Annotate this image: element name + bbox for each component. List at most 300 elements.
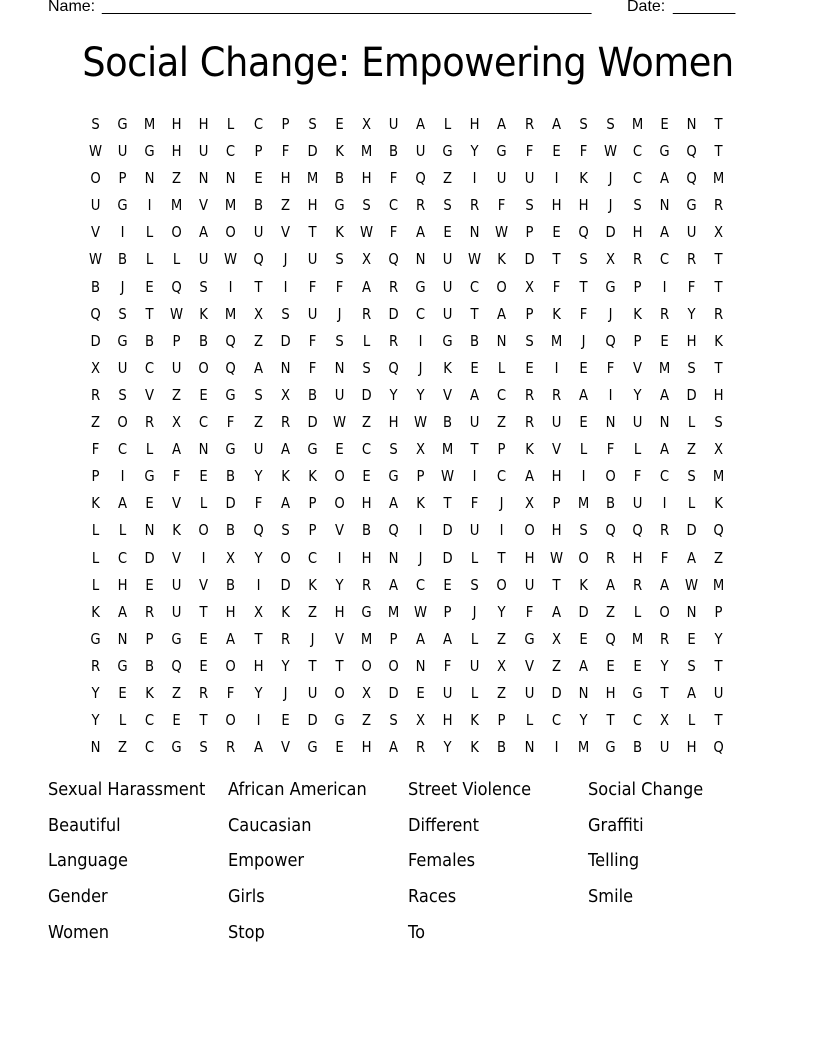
grid-letter[interactable]: F bbox=[633, 467, 642, 486]
grid-letter[interactable]: C bbox=[118, 548, 128, 567]
grid-letter[interactable]: Q bbox=[605, 629, 616, 648]
grid-letter[interactable]: B bbox=[361, 521, 372, 540]
grid-letter[interactable]: X bbox=[253, 602, 263, 621]
grid-letter[interactable]: T bbox=[714, 277, 723, 296]
grid-letter[interactable]: Z bbox=[497, 413, 507, 432]
grid-letter[interactable]: F bbox=[443, 656, 452, 675]
grid-letter[interactable]: M bbox=[658, 358, 671, 377]
word-search-grid[interactable] bbox=[82, 112, 732, 762]
grid-letter[interactable]: P bbox=[416, 467, 425, 486]
grid-letter[interactable]: Z bbox=[605, 602, 615, 621]
grid-letter[interactable]: S bbox=[362, 196, 371, 215]
grid-letter[interactable]: H bbox=[686, 738, 697, 757]
grid-letter[interactable]: C bbox=[632, 169, 643, 188]
grid-letter[interactable]: R bbox=[226, 738, 236, 757]
grid-letter[interactable]: L bbox=[579, 440, 587, 459]
grid-letter[interactable]: T bbox=[714, 358, 723, 377]
grid-letter[interactable]: N bbox=[415, 250, 426, 269]
grid-letter[interactable]: C bbox=[416, 304, 426, 323]
grid-letter[interactable]: A bbox=[199, 223, 209, 242]
grid-letter[interactable]: O bbox=[659, 602, 670, 621]
grid-letter[interactable]: O bbox=[496, 277, 508, 296]
grid-letter[interactable]: K bbox=[416, 494, 426, 513]
grid-letter[interactable]: J bbox=[283, 250, 288, 269]
grid-letter[interactable]: S bbox=[281, 304, 290, 323]
grid-letter[interactable]: H bbox=[551, 196, 562, 215]
grid-letter[interactable]: I bbox=[418, 521, 423, 540]
grid-letter[interactable]: A bbox=[659, 440, 670, 459]
grid-letter[interactable]: E bbox=[470, 358, 480, 377]
grid-letter[interactable]: R bbox=[361, 304, 372, 323]
grid-letter[interactable]: D bbox=[686, 385, 697, 404]
grid-letter[interactable]: T bbox=[714, 656, 723, 675]
name-field[interactable]: _______________________________________________________ bbox=[102, 0, 592, 15]
grid-letter[interactable]: O bbox=[171, 223, 183, 242]
grid-letter[interactable]: E bbox=[633, 656, 642, 675]
grid-letter[interactable]: I bbox=[554, 358, 559, 377]
grid-letter[interactable]: G bbox=[659, 142, 670, 161]
grid-letter[interactable]: A bbox=[524, 467, 534, 486]
grid-letter[interactable]: R bbox=[659, 521, 670, 540]
grid-letter[interactable]: Y bbox=[91, 683, 100, 702]
grid-letter[interactable]: U bbox=[307, 250, 318, 269]
grid-letter[interactable]: G bbox=[605, 738, 616, 757]
grid-letter[interactable]: B bbox=[497, 738, 507, 757]
grid-letter[interactable]: O bbox=[225, 711, 237, 730]
grid-letter[interactable]: L bbox=[362, 331, 371, 350]
grid-letter[interactable]: J bbox=[337, 304, 342, 323]
grid-letter[interactable]: A bbox=[578, 385, 588, 404]
grid-letter[interactable]: F bbox=[254, 494, 262, 513]
grid-letter[interactable]: B bbox=[199, 331, 209, 350]
grid-letter[interactable]: F bbox=[308, 277, 317, 296]
grid-letter[interactable]: S bbox=[579, 115, 588, 133]
grid-letter[interactable]: T bbox=[552, 250, 561, 269]
grid-letter[interactable]: B bbox=[226, 575, 236, 594]
grid-letter[interactable]: G bbox=[334, 196, 345, 215]
grid-letter[interactable]: M bbox=[712, 575, 725, 594]
grid-letter[interactable]: G bbox=[686, 196, 697, 215]
grid-letter[interactable]: P bbox=[254, 142, 263, 161]
grid-letter[interactable]: P bbox=[281, 115, 290, 133]
grid-letter[interactable]: L bbox=[118, 711, 127, 730]
grid-letter[interactable]: E bbox=[118, 683, 127, 702]
grid-letter[interactable]: U bbox=[470, 521, 480, 540]
grid-letter[interactable]: A bbox=[226, 629, 236, 648]
grid-letter[interactable]: Z bbox=[551, 656, 561, 675]
grid-letter[interactable]: F bbox=[471, 494, 479, 513]
grid-letter[interactable]: G bbox=[496, 142, 508, 161]
grid-letter[interactable]: F bbox=[308, 331, 317, 350]
grid-letter[interactable]: W bbox=[549, 548, 563, 567]
grid-letter[interactable]: G bbox=[605, 277, 616, 296]
grid-letter[interactable]: D bbox=[388, 304, 399, 323]
grid-letter[interactable]: L bbox=[471, 548, 479, 567]
grid-letter[interactable]: L bbox=[687, 711, 696, 730]
grid-letter[interactable]: A bbox=[687, 683, 697, 702]
grid-letter[interactable]: P bbox=[91, 467, 100, 486]
grid-letter[interactable]: C bbox=[199, 413, 209, 432]
grid-letter[interactable]: Y bbox=[579, 711, 588, 730]
grid-letter[interactable]: Q bbox=[225, 331, 237, 350]
grid-letter[interactable]: C bbox=[659, 467, 670, 486]
grid-letter[interactable]: I bbox=[229, 277, 233, 296]
grid-letter[interactable]: R bbox=[714, 304, 724, 323]
grid-letter[interactable]: G bbox=[442, 142, 453, 161]
grid-letter[interactable]: M bbox=[225, 304, 237, 323]
grid-letter[interactable]: G bbox=[225, 440, 237, 459]
grid-letter[interactable]: H bbox=[632, 223, 643, 242]
grid-letter[interactable]: Q bbox=[632, 521, 643, 540]
grid-letter[interactable]: U bbox=[632, 413, 643, 432]
grid-letter[interactable]: K bbox=[145, 683, 155, 702]
grid-letter[interactable]: J bbox=[608, 304, 613, 323]
grid-letter[interactable]: U bbox=[171, 358, 182, 377]
grid-letter[interactable]: I bbox=[662, 494, 667, 513]
grid-letter[interactable]: G bbox=[307, 738, 318, 757]
grid-letter[interactable]: M bbox=[171, 196, 183, 215]
grid-letter[interactable]: H bbox=[307, 196, 318, 215]
grid-letter[interactable]: P bbox=[172, 331, 181, 350]
grid-letter[interactable]: A bbox=[389, 575, 399, 594]
grid-letter[interactable]: A bbox=[443, 629, 453, 648]
grid-letter[interactable]: Y bbox=[335, 575, 344, 594]
grid-letter[interactable]: B bbox=[443, 413, 453, 432]
grid-letter[interactable]: S bbox=[687, 358, 696, 377]
grid-letter[interactable]: F bbox=[335, 277, 344, 296]
grid-letter[interactable]: S bbox=[470, 575, 480, 594]
grid-letter[interactable]: U bbox=[659, 738, 670, 757]
grid-letter[interactable]: P bbox=[633, 277, 642, 296]
grid-letter[interactable]: O bbox=[334, 683, 345, 702]
grid-letter[interactable]: K bbox=[524, 440, 534, 459]
grid-letter[interactable]: A bbox=[389, 494, 399, 513]
grid-letter[interactable]: E bbox=[551, 142, 561, 161]
grid-letter[interactable]: M bbox=[631, 629, 644, 648]
grid-letter[interactable]: D bbox=[605, 223, 616, 242]
grid-letter[interactable]: W bbox=[495, 223, 509, 242]
grid-letter[interactable]: D bbox=[442, 548, 453, 567]
grid-letter[interactable]: Q bbox=[388, 358, 399, 377]
grid-letter[interactable]: R bbox=[90, 656, 101, 675]
grid-letter[interactable]: G bbox=[117, 115, 128, 133]
grid-letter[interactable]: A bbox=[659, 223, 670, 242]
grid-letter[interactable]: B bbox=[253, 196, 263, 215]
grid-letter[interactable]: U bbox=[632, 494, 643, 513]
grid-letter[interactable]: D bbox=[90, 331, 101, 350]
grid-letter[interactable]: O bbox=[198, 521, 210, 540]
grid-letter[interactable]: N bbox=[144, 169, 155, 188]
grid-letter[interactable]: U bbox=[199, 250, 209, 269]
grid-letter[interactable]: A bbox=[416, 223, 426, 242]
grid-letter[interactable]: S bbox=[443, 196, 452, 215]
grid-letter[interactable]: Y bbox=[91, 711, 100, 730]
grid-letter[interactable]: W bbox=[89, 142, 103, 161]
grid-letter[interactable]: K bbox=[633, 304, 642, 323]
grid-letter[interactable]: Z bbox=[687, 440, 697, 459]
grid-letter[interactable]: K bbox=[172, 521, 182, 540]
grid-letter[interactable]: S bbox=[524, 331, 534, 350]
grid-letter[interactable]: X bbox=[524, 494, 534, 513]
grid-letter[interactable]: T bbox=[199, 711, 208, 730]
grid-letter[interactable]: W bbox=[332, 413, 346, 432]
grid-letter[interactable]: Q bbox=[686, 169, 697, 188]
grid-letter[interactable]: E bbox=[199, 385, 209, 404]
grid-letter[interactable]: T bbox=[254, 629, 263, 648]
grid-letter[interactable]: G bbox=[388, 467, 399, 486]
grid-letter[interactable]: R bbox=[90, 385, 101, 404]
grid-letter[interactable]: S bbox=[91, 115, 100, 133]
grid-letter[interactable]: U bbox=[307, 304, 318, 323]
grid-letter[interactable]: R bbox=[524, 115, 534, 133]
grid-letter[interactable]: L bbox=[633, 602, 642, 621]
grid-letter[interactable]: O bbox=[90, 169, 101, 188]
grid-letter[interactable]: K bbox=[335, 142, 344, 161]
grid-letter[interactable]: G bbox=[117, 196, 128, 215]
grid-letter[interactable]: F bbox=[227, 683, 235, 702]
grid-letter[interactable]: N bbox=[524, 738, 534, 757]
grid-letter[interactable]: X bbox=[226, 548, 236, 567]
grid-letter[interactable]: C bbox=[145, 738, 155, 757]
grid-letter[interactable]: D bbox=[225, 494, 237, 513]
grid-letter[interactable]: U bbox=[470, 656, 480, 675]
grid-letter[interactable]: T bbox=[199, 602, 208, 621]
grid-letter[interactable]: Q bbox=[415, 169, 426, 188]
grid-letter[interactable]: Q bbox=[225, 358, 237, 377]
grid-letter[interactable]: T bbox=[714, 142, 723, 161]
grid-letter[interactable]: E bbox=[199, 467, 209, 486]
grid-letter[interactable]: Y bbox=[660, 656, 669, 675]
grid-letter[interactable]: P bbox=[497, 440, 506, 459]
grid-letter[interactable]: M bbox=[442, 440, 454, 459]
grid-letter[interactable]: Y bbox=[633, 385, 642, 404]
grid-letter[interactable]: I bbox=[120, 467, 125, 486]
grid-letter[interactable]: L bbox=[91, 548, 100, 567]
grid-letter[interactable]: Z bbox=[172, 385, 182, 404]
grid-letter[interactable]: E bbox=[416, 683, 425, 702]
grid-letter[interactable]: L bbox=[227, 115, 235, 133]
grid-letter[interactable]: U bbox=[524, 575, 534, 594]
grid-letter[interactable]: A bbox=[551, 115, 561, 133]
grid-letter[interactable]: P bbox=[525, 223, 534, 242]
grid-letter[interactable]: F bbox=[579, 142, 588, 161]
grid-letter[interactable]: T bbox=[145, 304, 154, 323]
grid-letter[interactable]: V bbox=[334, 629, 344, 648]
grid-letter[interactable]: L bbox=[633, 440, 642, 459]
grid-letter[interactable]: M bbox=[387, 602, 400, 621]
grid-letter[interactable]: Z bbox=[361, 413, 372, 432]
grid-letter[interactable]: G bbox=[171, 738, 182, 757]
grid-letter[interactable]: A bbox=[551, 602, 561, 621]
grid-letter[interactable]: E bbox=[443, 223, 452, 242]
grid-letter[interactable]: E bbox=[199, 629, 209, 648]
grid-letter[interactable]: E bbox=[579, 413, 588, 432]
grid-letter[interactable]: T bbox=[606, 711, 615, 730]
grid-letter[interactable]: Q bbox=[90, 304, 101, 323]
grid-letter[interactable]: G bbox=[334, 711, 345, 730]
grid-letter[interactable]: S bbox=[687, 467, 696, 486]
grid-letter[interactable]: X bbox=[714, 440, 724, 459]
grid-letter[interactable]: M bbox=[550, 331, 562, 350]
grid-letter[interactable]: G bbox=[361, 602, 372, 621]
grid-letter[interactable]: Z bbox=[118, 738, 128, 757]
grid-letter[interactable]: I bbox=[201, 548, 206, 567]
grid-letter[interactable]: B bbox=[334, 169, 344, 188]
grid-letter[interactable]: Q bbox=[605, 331, 616, 350]
grid-letter[interactable]: K bbox=[443, 358, 453, 377]
grid-letter[interactable]: F bbox=[227, 413, 235, 432]
grid-letter[interactable]: Q bbox=[686, 142, 697, 161]
grid-letter[interactable]: H bbox=[686, 331, 697, 350]
grid-letter[interactable]: T bbox=[470, 304, 479, 323]
grid-letter[interactable]: R bbox=[280, 413, 290, 432]
grid-letter[interactable]: U bbox=[117, 142, 128, 161]
grid-letter[interactable]: W bbox=[468, 250, 482, 269]
grid-letter[interactable]: D bbox=[442, 521, 453, 540]
grid-letter[interactable]: H bbox=[361, 494, 372, 513]
grid-letter[interactable]: V bbox=[199, 575, 209, 594]
grid-letter[interactable]: Z bbox=[361, 711, 372, 730]
grid-letter[interactable]: I bbox=[608, 385, 613, 404]
grid-letter[interactable]: K bbox=[578, 575, 588, 594]
grid-letter[interactable]: B bbox=[91, 277, 101, 296]
grid-letter[interactable]: F bbox=[308, 358, 317, 377]
grid-letter[interactable]: H bbox=[469, 115, 480, 133]
grid-letter[interactable]: F bbox=[173, 467, 181, 486]
grid-letter[interactable]: G bbox=[225, 385, 237, 404]
grid-letter[interactable]: X bbox=[91, 358, 101, 377]
grid-letter[interactable]: K bbox=[280, 467, 290, 486]
grid-letter[interactable]: I bbox=[472, 169, 477, 188]
grid-letter[interactable]: N bbox=[659, 196, 670, 215]
grid-letter[interactable]: J bbox=[472, 602, 477, 621]
grid-letter[interactable]: T bbox=[497, 548, 506, 567]
grid-letter[interactable]: O bbox=[198, 358, 210, 377]
grid-letter[interactable]: E bbox=[606, 656, 615, 675]
grid-letter[interactable]: X bbox=[416, 711, 426, 730]
grid-letter[interactable]: H bbox=[117, 575, 128, 594]
grid-letter[interactable]: P bbox=[308, 521, 317, 540]
grid-letter[interactable]: L bbox=[146, 223, 154, 242]
grid-letter[interactable]: N bbox=[334, 358, 345, 377]
grid-letter[interactable]: J bbox=[500, 494, 504, 513]
grid-letter[interactable]: E bbox=[579, 358, 588, 377]
grid-letter[interactable]: A bbox=[497, 304, 507, 323]
grid-letter[interactable]: C bbox=[416, 575, 426, 594]
grid-letter[interactable]: C bbox=[470, 277, 480, 296]
grid-letter[interactable]: K bbox=[199, 304, 209, 323]
grid-letter[interactable]: P bbox=[308, 494, 317, 513]
grid-letter[interactable]: B bbox=[632, 738, 642, 757]
grid-letter[interactable]: S bbox=[335, 250, 344, 269]
grid-letter[interactable]: F bbox=[606, 440, 615, 459]
grid-letter[interactable]: U bbox=[442, 683, 453, 702]
grid-letter[interactable]: N bbox=[578, 683, 589, 702]
grid-letter[interactable]: K bbox=[307, 467, 317, 486]
grid-letter[interactable]: Z bbox=[307, 602, 317, 621]
grid-letter[interactable]: B bbox=[145, 656, 155, 675]
grid-letter[interactable]: I bbox=[337, 548, 342, 567]
grid-letter[interactable]: Z bbox=[172, 683, 182, 702]
grid-letter[interactable]: C bbox=[307, 548, 317, 567]
grid-letter[interactable]: P bbox=[525, 304, 534, 323]
grid-letter[interactable]: X bbox=[497, 656, 507, 675]
grid-letter[interactable]: E bbox=[145, 575, 154, 594]
grid-letter[interactable]: R bbox=[470, 196, 480, 215]
grid-letter[interactable]: O bbox=[280, 548, 291, 567]
grid-letter[interactable]: R bbox=[659, 629, 670, 648]
grid-letter[interactable]: H bbox=[442, 711, 453, 730]
grid-letter[interactable]: N bbox=[144, 521, 155, 540]
grid-letter[interactable]: R bbox=[687, 250, 697, 269]
grid-letter[interactable]: X bbox=[714, 223, 724, 242]
grid-letter[interactable]: R bbox=[524, 385, 534, 404]
grid-letter[interactable]: H bbox=[171, 115, 182, 133]
grid-letter[interactable]: A bbox=[280, 440, 290, 459]
grid-letter[interactable]: J bbox=[581, 331, 586, 350]
grid-letter[interactable]: G bbox=[442, 331, 453, 350]
grid-letter[interactable]: K bbox=[714, 331, 724, 350]
grid-letter[interactable]: N bbox=[497, 331, 507, 350]
grid-letter[interactable]: S bbox=[687, 656, 696, 675]
grid-letter[interactable]: E bbox=[145, 277, 154, 296]
grid-letter[interactable]: V bbox=[91, 223, 101, 242]
grid-letter[interactable]: E bbox=[253, 169, 263, 188]
grid-letter[interactable]: Y bbox=[254, 548, 263, 567]
grid-letter[interactable]: A bbox=[253, 738, 263, 757]
grid-letter[interactable]: L bbox=[146, 440, 154, 459]
grid-letter[interactable]: D bbox=[307, 413, 318, 432]
grid-letter[interactable]: E bbox=[281, 711, 290, 730]
grid-letter[interactable]: R bbox=[388, 331, 399, 350]
grid-letter[interactable]: V bbox=[199, 196, 209, 215]
grid-letter[interactable]: T bbox=[308, 656, 317, 675]
grid-letter[interactable]: H bbox=[334, 602, 345, 621]
grid-letter[interactable]: E bbox=[145, 494, 154, 513]
grid-letter[interactable]: X bbox=[659, 711, 670, 730]
grid-letter[interactable]: V bbox=[280, 738, 290, 757]
grid-letter[interactable]: N bbox=[469, 223, 480, 242]
grid-letter[interactable]: S bbox=[118, 385, 127, 404]
grid-letter[interactable]: R bbox=[632, 250, 643, 269]
grid-letter[interactable]: W bbox=[89, 250, 103, 269]
grid-letter[interactable]: F bbox=[606, 358, 615, 377]
grid-letter[interactable]: B bbox=[118, 250, 128, 269]
grid-letter[interactable]: A bbox=[253, 358, 263, 377]
grid-letter[interactable]: F bbox=[498, 196, 506, 215]
grid-letter[interactable]: R bbox=[280, 629, 290, 648]
grid-letter[interactable]: U bbox=[253, 440, 263, 459]
grid-letter[interactable]: H bbox=[551, 521, 562, 540]
grid-letter[interactable]: M bbox=[306, 169, 318, 188]
grid-letter[interactable]: L bbox=[471, 629, 479, 648]
grid-letter[interactable]: S bbox=[362, 358, 371, 377]
grid-letter[interactable]: E bbox=[687, 629, 696, 648]
grid-letter[interactable]: H bbox=[713, 385, 724, 404]
grid-letter[interactable]: T bbox=[552, 575, 561, 594]
grid-letter[interactable]: X bbox=[361, 683, 372, 702]
grid-letter[interactable]: F bbox=[389, 169, 398, 188]
grid-letter[interactable]: S bbox=[633, 196, 642, 215]
grid-letter[interactable]: N bbox=[686, 602, 697, 621]
grid-letter[interactable]: K bbox=[714, 494, 724, 513]
grid-letter[interactable]: Y bbox=[254, 467, 263, 486]
grid-letter[interactable]: P bbox=[714, 602, 723, 621]
grid-letter[interactable]: I bbox=[554, 738, 559, 757]
grid-letter[interactable]: K bbox=[470, 738, 480, 757]
grid-letter[interactable]: N bbox=[198, 440, 209, 459]
grid-letter[interactable]: G bbox=[171, 629, 182, 648]
